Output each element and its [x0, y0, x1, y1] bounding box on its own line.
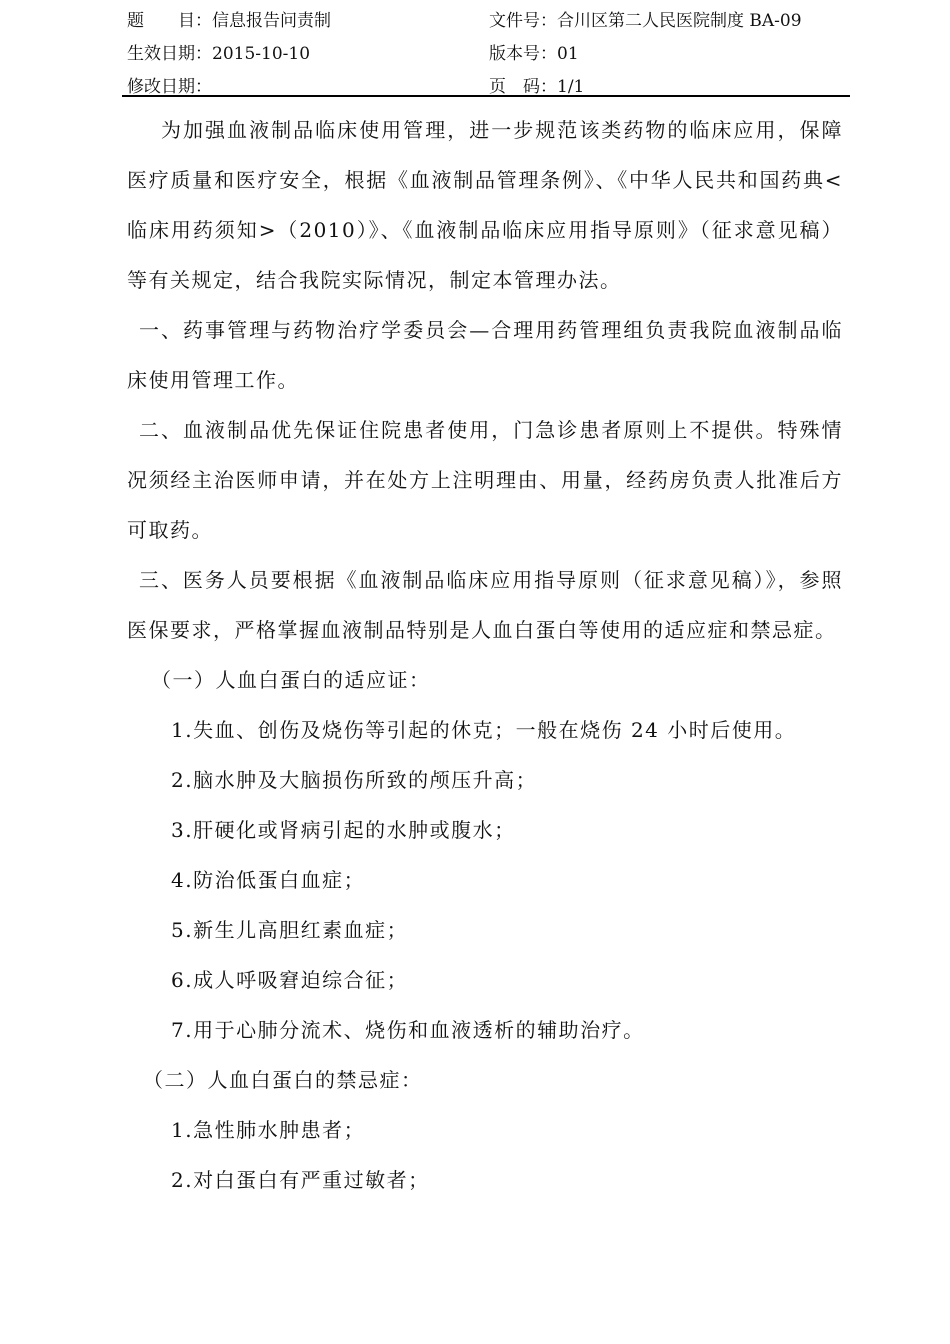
modified-date-label: 修改日期：	[127, 77, 212, 97]
document-header	[127, 8, 849, 107]
section-2-paragraph: 二、血液制品优先保证住院患者使用，门急诊患者原则上不提供。特殊情况须经主治医师申请，并在处方上注明理由、用量，经药房负责人批准后方可取药。	[127, 418, 843, 542]
indication-item: 2.脑水肿及大脑损伤所致的颅压升高；	[171, 768, 538, 792]
contraindication-item: 2.对白蛋白有严重过敏者；	[171, 1168, 430, 1192]
indication-item: 7.用于心肺分流术、烧伤和血液透析的辅助治疗。	[171, 1018, 645, 1042]
intro-paragraph: 为加强血液制品临床使用管理，进一步规范该类药物的临床应用，保障医疗质量和医疗安全，根据《血液制品管理条例》、《中华人民共和国药典<临床用药须知>（2010）》、《血液制品临床应用指导原则》（征求意见稿）等有关规定，结合我院实际情况，制定本管理办法。	[127, 118, 843, 292]
doc-number-label: 文件号：	[489, 11, 557, 31]
effective-date-value: 2015-10-10	[212, 44, 311, 64]
effective-date-label: 生效日期：	[127, 44, 212, 64]
doc-number-field	[489, 8, 802, 34]
header-row-effective	[127, 41, 849, 74]
version-label: 版本号：	[489, 44, 557, 64]
title-label: 题 目：	[127, 11, 212, 31]
indications-heading: （一）人血白蛋白的适应证：	[151, 668, 431, 692]
header-row-modified	[127, 74, 849, 107]
effective-date-field	[127, 41, 310, 67]
page-label: 页 码：	[489, 77, 557, 97]
indication-item: 5.新生儿高胆红素血症；	[171, 918, 409, 942]
title-field	[127, 8, 331, 34]
header-divider	[122, 95, 850, 97]
document-body	[127, 105, 843, 1205]
indication-item: 1.失血、创伤及烧伤等引起的休克；一般在烧伤 24 小时后使用。	[171, 718, 797, 742]
doc-number-value: 合川区第二人民医院制度 BA-09	[557, 11, 802, 31]
title-value: 信息报告问责制	[212, 11, 331, 31]
page-value: 1/1	[557, 77, 585, 97]
version-field	[489, 41, 579, 67]
section-1-paragraph: 一、药事管理与药物治疗学委员会—合理用药管理组负责我院血液制品临床使用管理工作。	[127, 318, 843, 392]
contraindications-heading: （二）人血白蛋白的禁忌症：	[143, 1068, 423, 1092]
header-row-title	[127, 8, 849, 41]
indication-item: 4.防治低蛋白血症；	[171, 868, 366, 892]
section-3-paragraph: 三、医务人员要根据《血液制品临床应用指导原则（征求意见稿）》，参照医保要求，严格掌握血液制品特别是人血白蛋白等使用的适应症和禁忌症。	[127, 568, 843, 642]
contraindication-item: 1.急性肺水肿患者；	[171, 1118, 366, 1142]
version-value: 01	[557, 44, 579, 64]
indication-item: 3.肝硬化或肾病引起的水肿或腹水；	[171, 818, 516, 842]
indication-item: 6.成人呼吸窘迫综合征；	[171, 968, 409, 992]
